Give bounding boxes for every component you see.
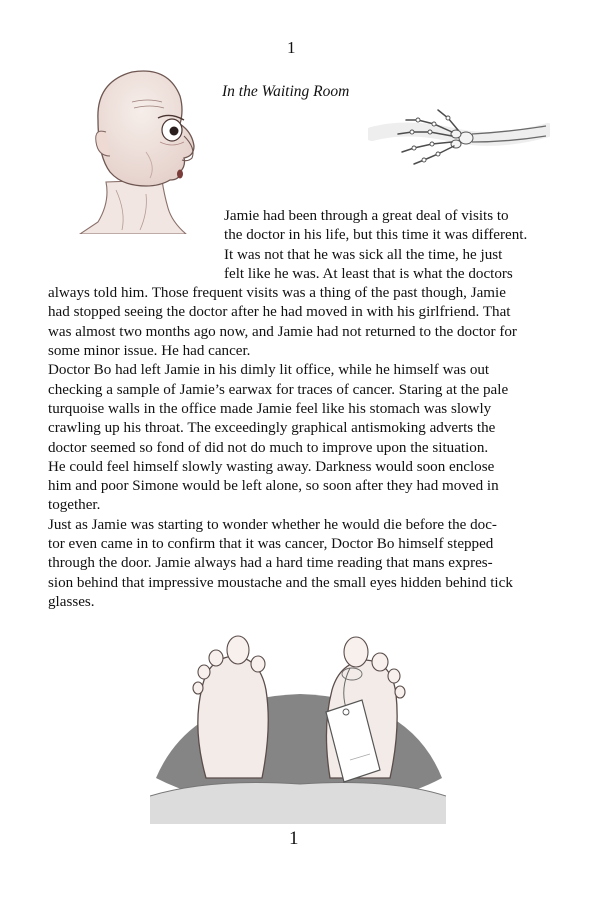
feet-toe-tag-illustration <box>150 628 446 824</box>
feet-toe-tag-sketch-icon <box>150 628 446 824</box>
story-body <box>48 207 550 612</box>
story-title: In the Waiting Room <box>222 83 350 100</box>
paragraph-indented-lines: Jamie had been through a great deal of visits to the doctor in his life, but this time it was different. It was not that he was sick all the time, he just felt like he was. At least that is what the doctors <box>224 208 528 282</box>
skeletal-hand-sketch-icon <box>368 104 550 174</box>
skeletal-hand-illustration <box>368 104 550 174</box>
page-number-top: 1 <box>287 38 296 57</box>
story-paragraph <box>48 207 550 361</box>
paragraph-full-lines: always told him. Those frequent visits was a thing of the past though, Jamie had stopped seeing the doctor after he had moved in with his girlfriend. That was almost two months ago now, and Jamie had not returned to the doctor for some minor issue. He had cancer. <box>48 285 517 360</box>
story-paragraph: Doctor Bo had left Jamie in his dimly lit office, while he himself was out checking a sample of Jamie’s earwax for traces of cancer. Staring at the pale turquoise walls in the office made Jamie feel like his stomach was slowly crawling up his throat. The exceedingly graphical antismoking adverts the doctor seemed so fond of did not do much to improve upon the situation. He could feel himself slowly wasting away. Darkness would soon enclose him and poor Simone would be left alone, so soon after they had moved in together. <box>48 362 509 514</box>
story-paragraph: Just as Jamie was starting to wonder whether he would die before the doc- tor even came in to confirm that it was cancer, Doctor Bo himself stepped through the door. Jamie always had a hard time reading that mans expres- sion behind that impressive moustache and the small eyes hidden behind tick glasses. <box>48 516 513 610</box>
page-number-bottom: 1 <box>289 828 299 849</box>
